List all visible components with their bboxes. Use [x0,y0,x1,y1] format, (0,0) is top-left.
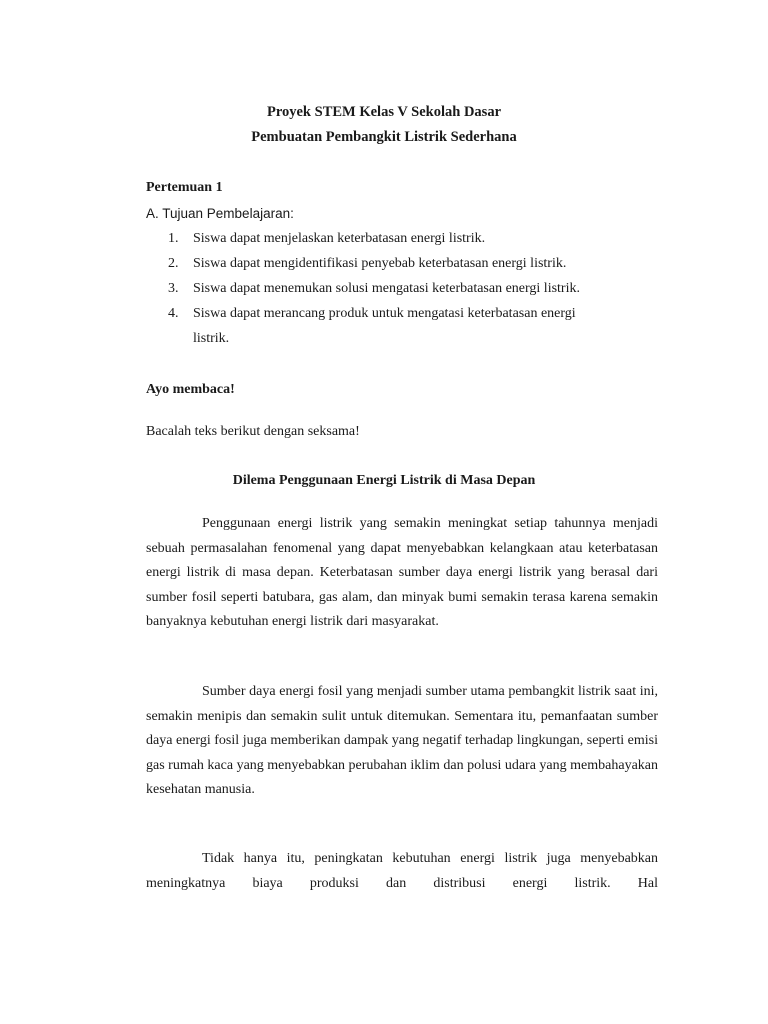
article-paragraph: Penggunaan energi listrik yang semakin meningkat setiap tahunnya menjadi sebuah permasalahan fenomenal yang dapat menyebabkan kelangkaan atau keterbatasan energi listrik di masa depan. Keterbatasan sumber daya energi listrik yang berasal dari sumber fosil seperti batubara, gas alam, dan minyak bumi semakin terasa karena semakin banyaknya kebutuhan energi listrik dari masyarakat. [146,516,658,630]
list-number: 1. [168,231,179,246]
list-number: 4. [168,306,179,321]
article-paragraph: Sumber daya energi fosil yang menjadi sumber utama pembangkit listrik saat ini, semakin menipis dan semakin sulit untuk ditemukan. Sementara itu, pemanfaatan sumber daya energi fosil juga memberikan dampak yang negatif terhadap lingkungan, seperti emisi gas rumah kaca yang menyebabkan perubahan iklim dan polusi udara yang membahayakan kesehatan manusia. [146,684,658,798]
list-text: Siswa dapat merancang produk untuk mengatasi keterbatasan energi [193,306,576,321]
reading-heading: Ayo membaca! [146,382,235,397]
list-text-continued: listrik. [193,331,230,346]
article-title: Dilema Penggunaan Energi Listrik di Masa Depan [232,473,536,488]
meeting-heading: Pertemuan 1 [146,180,223,195]
list-text: Siswa dapat menjelaskan keterbatasan energi listrik. [193,231,486,246]
article-paragraph: Tidak hanya itu, peningkatan kebutuhan energi listrik juga menyebabkan meningkatnya biaya produksi dan distribusi energi listrik. Hal [146,851,658,891]
document-title: Proyek STEM Kelas V Sekolah Dasar [266,104,502,120]
reading-instruction: Bacalah teks berikut dengan seksama! [146,424,360,439]
list-text: Siswa dapat mengidentifikasi penyebab keterbatasan energi listrik. [193,256,567,271]
list-text: Siswa dapat menemukan solusi mengatasi keterbatasan energi listrik. [193,281,580,296]
document-subtitle: Pembuatan Pembangkit Listrik Sederhana [251,129,517,145]
list-number: 3. [168,281,179,296]
objectives-label: A. Tujuan Pembelajaran: [146,206,294,221]
list-number: 2. [168,256,179,271]
